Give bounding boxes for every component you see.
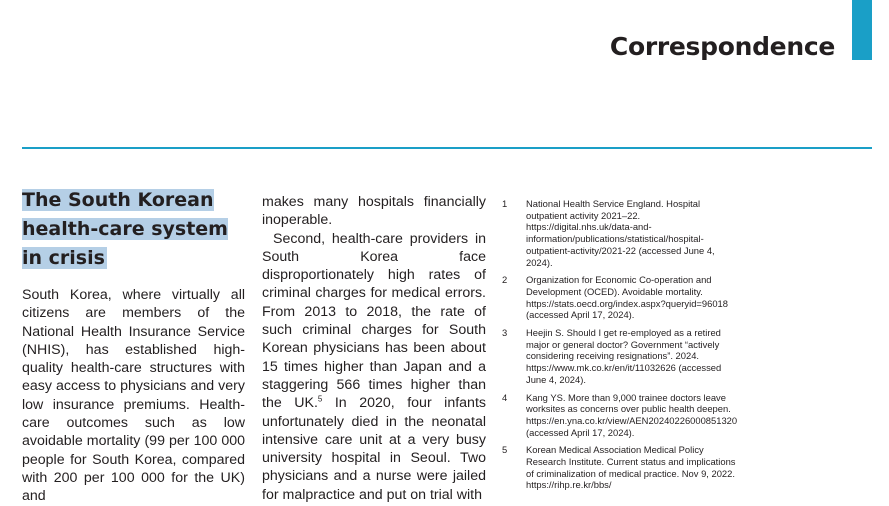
reference-text[interactable]: Organization for Economic Co-operation and Development (OCED). Avoidable mortality. https://stats.oecd.org/index.aspx?queryid=96018 (accessed April 17, 2024). <box>526 274 728 321</box>
reference-number: 2 <box>502 274 508 286</box>
reference-text[interactable]: National Health Service England. Hospital outpatient activity 2021–22. https://digital.nhs.uk/data-and-information/publications/statistical/hospital-outpatient-activity/2021-22 (accessed June 4, 2024). <box>526 198 715 268</box>
reference-list <box>502 198 742 497</box>
body-text: In 2020, four infants unfortunately died in the neonatal intensive care unit at a very busy university hospital in Seoul. Two physicians and a nurse were jailed for malpractice and put on trial with <box>262 395 486 503</box>
reference-item <box>502 444 742 491</box>
reference-item <box>502 327 742 386</box>
reference-text[interactable]: Heejin S. Should I get re-employed as a retired major or general doctor? Government “actively considering receiving resignations”. 2024. https://www.mk.co.kr/en/it/11032626 (accessed June 4, 2024). <box>526 327 722 385</box>
body-paragraph <box>262 230 486 504</box>
reference-item <box>502 198 742 268</box>
reference-number: 4 <box>502 391 508 403</box>
reference-item <box>502 392 742 439</box>
accent-bar <box>852 0 872 60</box>
header-rule <box>22 147 872 149</box>
body-text: Second, health-care providers in South Korea face disproportionately high rates of criminal charges for medical errors. From 2013 to 2018, the rate of such criminal charges for South Korean physicians has been about 15 times higher than Japan and a staggering 566 times higher than the UK. <box>262 230 486 412</box>
article-title[interactable] <box>22 186 242 273</box>
citation-marker[interactable]: 5 <box>317 394 323 404</box>
reference-number: 5 <box>502 444 508 456</box>
body-column-2 <box>262 193 486 504</box>
section-title: Correspondence <box>609 32 835 61</box>
reference-text[interactable]: Korean Medical Association Medical Policy Research Institute. Current status and implications of criminalization of medical practice. Nov 9, 2022. https://rihp.re.kr/bbs/ <box>526 444 736 491</box>
reference-number: 3 <box>502 327 508 339</box>
article-title-text[interactable]: The South Korean health-care system in crisis <box>22 189 228 269</box>
reference-item <box>502 274 742 321</box>
body-paragraph: makes many hospitals financially inoperable. <box>262 194 486 229</box>
body-column-1 <box>22 286 245 506</box>
reference-text[interactable]: Kang YS. More than 9,000 trainee doctors leave worksites as concerns over public health deepen. https://en.yna.co.kr/view/AEN20240226000851320 (accessed April 17, 2024). <box>526 391 738 438</box>
body-paragraph: South Korea, where virtually all citizens are members of the National Health Insurance Service (NHIS), has established high-quality health-care structures with easy access to physicians and very low insurance premiums. Health-care outcomes such as low avoidable mortality (99 per 100 000 people for South Korea, compared with 200 per 100 000 for the UK) and <box>22 287 245 505</box>
reference-number: 1 <box>502 198 508 209</box>
